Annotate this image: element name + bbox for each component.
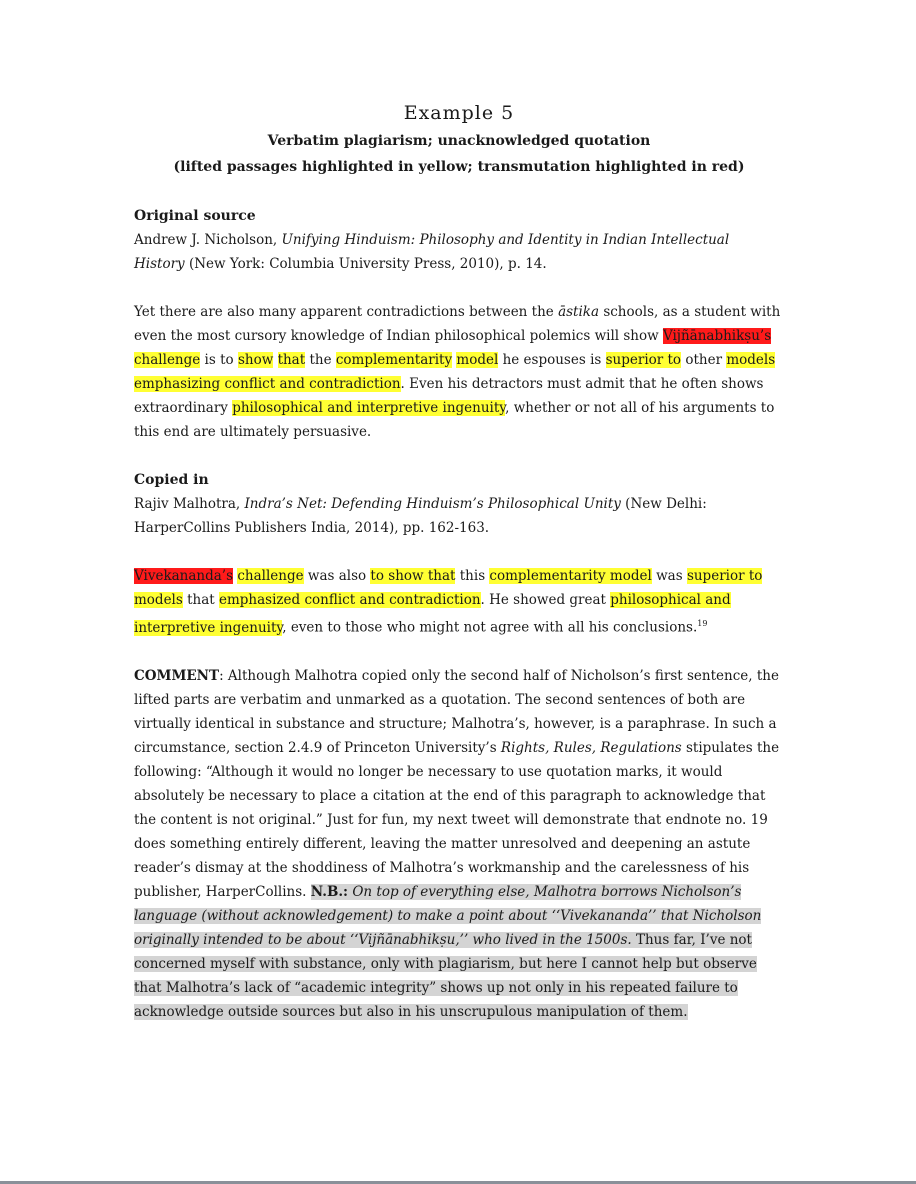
subtitle-line-1: Verbatim plagiarism; unacknowledged quotation <box>267 133 651 149</box>
red-highlight: Vivekananda’s <box>134 568 234 584</box>
subtitle-line-2: (lifted passages highlighted in yellow; transmutation highlighted in red) <box>173 159 745 175</box>
copied-citation <box>134 492 784 540</box>
document-page <box>134 102 784 1024</box>
yellow-highlight: superior to models <box>134 568 763 608</box>
yellow-highlight: superior to <box>605 352 682 368</box>
yellow-highlight: that <box>277 352 306 368</box>
nb-label: N.B.: <box>310 883 349 900</box>
original-source-heading: Original source <box>134 208 256 224</box>
citation-author: Andrew J. Nicholson, <box>134 232 282 248</box>
copied-in-heading: Copied in <box>134 472 209 488</box>
yellow-highlight: philosophical and interpretive ingenuity <box>134 592 731 636</box>
citation-details: (New York: Columbia University Press, 2010), p. 14. <box>184 256 547 272</box>
endnote-marker: 19 <box>697 619 708 628</box>
gray-highlight: N.B.: On top of everything else, Malhotra borrows Nicholson’s language (without acknowledgement) to make a point about ‘‘Vivekananda’’ that Nicholson originally intended to be about ‘‘Vijñānabhikṣu,’’ who lived in the 1500s. Thus far, I’ve not concerned myself with substance, only with plagiarism, but here I cannot help but observe that Malhotra’s lack of “academic integrity” shows up not only in his repeated failure to acknowledge outside sources but also in his unscrupulous manipulation of them. <box>134 883 762 1020</box>
yellow-highlight: show <box>237 352 274 368</box>
yellow-highlight: to show that <box>370 568 456 584</box>
yellow-highlight: emphasized conflict and contradiction <box>219 592 481 608</box>
yellow-highlight: model <box>456 352 499 368</box>
copied-passage: Vivekananda’s challenge was also to show that this complementarity model was superior to models that emphasized conflict and contradiction. He showed great philosophical and interpretive ingenuity, even to those who might not agree with all his conclusions.$^{19}$ <box>134 568 763 636</box>
citation-title: Unifying Hinduism: Philosophy and Identity in Indian Intellectual History <box>134 232 730 272</box>
original-citation <box>134 228 784 276</box>
citation-author: Rajiv Malhotra, <box>134 496 245 512</box>
original-passage: Yet there are also many apparent contradictions between the āstika schools, as a student with even the most cursory knowledge of Indian philosophical polemics will show Vijñānabhikṣu’s challenge is to show that the complementarity model he espouses is superior to other models emphasizing conflict and contradiction. Even his detractors must admit that he often shows extraordinary philosophical and interpretive ingenuity, whether or not all of his arguments to this end are ultimately persuasive. <box>134 304 781 440</box>
comment-paragraph: COMMENT: Although Malhotra copied only the second half of Nicholson’s first sentence, the lifted parts are verbatim and unmarked as a quotation. The second sentences of both are virtually identical in substance and structure; Malhotra’s, however, is a paraphrase. In such a circumstance, section 2.4.9 of Princeton University’s Rights, Rules, Regulations stipulates the following: “Although it would no longer be necessary to use quotation marks, it would absolutely be necessary to place a citation at the end of this paragraph to acknowledge that the content is not original.” Just for fun, my next tweet will demonstrate that endnote no. 19 does something entirely different, leaving the matter unresolved and deepening an astute reader’s dismay at the shoddiness of Malhotra’s workmanship and the carelessness of his publisher, HarperCollins. N.B.: On top of everything else, Malhotra borrows Nicholson’s language (without acknowledgement) to make a point about ‘‘Vivekananda’’ that Nicholson originally intended to be about ‘‘Vijñānabhikṣu,’’ who lived in the 1500s. Thus far, I’ve not concerned myself with substance, only with plagiarism, but here I cannot help but observe that Malhotra’s lack of “academic integrity” shows up not only in his repeated failure to acknowledge outside sources but also in his unscrupulous manipulation of them. <box>134 667 780 1020</box>
yellow-highlight: complementarity model <box>489 568 652 584</box>
red-highlight: Vijñānabhikṣu’s <box>662 328 772 344</box>
comment-label: COMMENT <box>134 667 220 684</box>
yellow-highlight: complementarity <box>335 352 453 368</box>
citation-details: (New Delhi: HarperCollins Publishers India, 2014), pp. 162-163. <box>134 496 707 536</box>
citation-title: Indra’s Net: Defending Hinduism’s Philosophical Unity <box>244 496 621 512</box>
page-title: Example 5 <box>403 102 515 124</box>
yellow-highlight: challenge <box>237 568 304 584</box>
yellow-highlight: challenge <box>134 352 201 368</box>
yellow-highlight: models emphasizing conflict and contradiction <box>134 352 776 392</box>
yellow-highlight: philosophical and interpretive ingenuity <box>232 400 506 416</box>
